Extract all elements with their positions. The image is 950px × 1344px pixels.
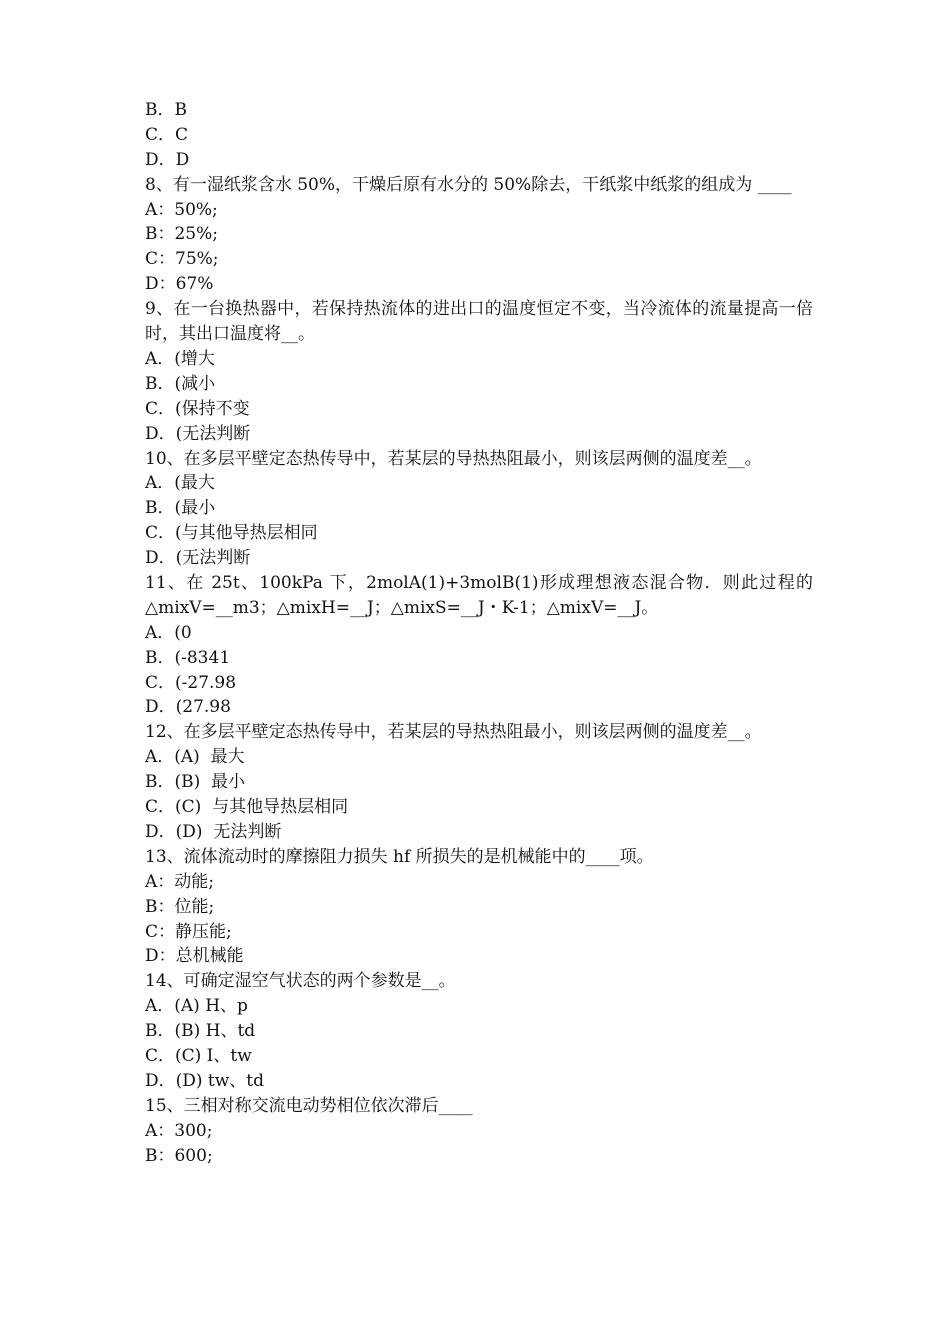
question-stem: 11、在 25t、100kPa 下，2molA(1)+3molB(1)形成理想液态混合物．则此过程的△mixV=__m3；△mixH=__J；△mixS=__J・K-1；△mixV=__J。 (145, 572, 813, 618)
question-stem: 8、有一湿纸浆含水 50%，干燥后原有水分的 50%除去，干纸浆中纸浆的组成为 ____ (145, 174, 792, 195)
answer-option: B．(B) H、td (145, 1021, 256, 1042)
answer-option: A．(增大 (145, 348, 215, 369)
answer-option: B：位能; (145, 896, 215, 917)
answer-option: D：67% (145, 274, 214, 295)
answer-option: C．(C) 与其他导热层相同 (145, 797, 349, 818)
answer-option: A．(0 (145, 622, 192, 643)
answer-option: D．(27.98 (145, 697, 231, 718)
answer-option: D．(D) tw、td (145, 1070, 265, 1091)
answer-option: B：600; (145, 1145, 213, 1166)
answer-option: A．(A) H、p (145, 996, 248, 1017)
question-stem: 9、在一台换热器中，若保持热流体的进出口的温度恒定不变，当冷流体的流量提高一倍时，其出口温度将__。 (145, 299, 813, 345)
answer-option: C：75%; (145, 249, 219, 270)
answer-option: C．(与其他导热层相同 (145, 523, 318, 544)
answer-option: D．(无法判断 (145, 423, 251, 444)
answer-option: A．(最大 (145, 473, 215, 494)
answer-option: A：50%; (145, 199, 218, 220)
question-stem: 15、三相对称交流电动势相位依次滞后____ (145, 1095, 473, 1116)
answer-option: B．(B) 最小 (145, 772, 246, 793)
answer-option: D．(无法判断 (145, 548, 251, 569)
question-stem: 13、流体流动时的摩擦阻力损失 hf 所损失的是机械能中的____项。 (145, 846, 654, 867)
answer-option: A：300; (145, 1120, 213, 1141)
answer-option: A．(A) 最大 (145, 747, 245, 768)
document-body (145, 98, 813, 1168)
question-stem: 10、在多层平壁定态热传导中，若某层的导热热阻最小，则该层两侧的温度差__。 (145, 448, 762, 469)
answer-option: D．(D) 无法判断 (145, 821, 282, 842)
answer-option: B．(-8341 (145, 647, 231, 668)
answer-option: C．(C) I、tw (145, 1045, 252, 1066)
answer-option: C．C (145, 124, 189, 145)
answer-option: B．(减小 (145, 373, 216, 394)
answer-option: B．(最小 (145, 498, 216, 519)
question-stem: 12、在多层平壁定态热传导中，若某层的导热热阻最小，则该层两侧的温度差__。 (145, 722, 762, 743)
answer-option: B：25%; (145, 224, 219, 245)
answer-option: D：总机械能 (145, 946, 244, 967)
answer-option: B．B (145, 100, 187, 120)
answer-option: C：静压能; (145, 921, 232, 942)
answer-option: D．D (145, 149, 190, 170)
question-stem: 14、可确定湿空气状态的两个参数是__。 (145, 971, 456, 992)
answer-option: C．(保持不变 (145, 398, 250, 419)
answer-option: C．(-27.98 (145, 672, 237, 693)
answer-option: A：动能; (145, 871, 215, 892)
